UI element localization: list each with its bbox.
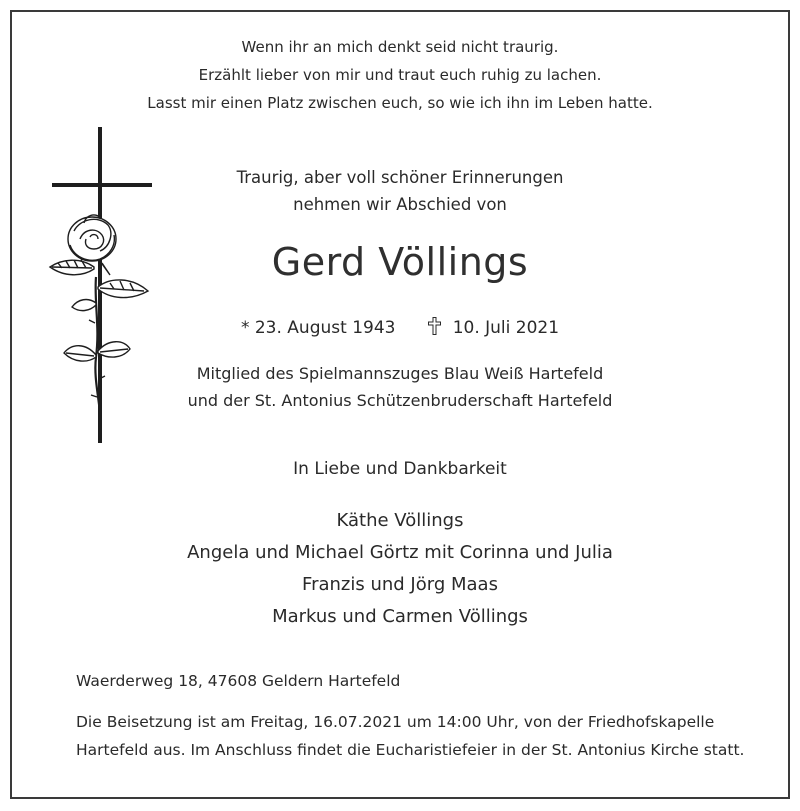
membership-line-1: Mitglied des Spielmannszuges Blau Weiß Hartefeld	[196, 364, 604, 383]
poem-line-2: Erzählt lieber von mir und traut euch ruhig zu lachen.	[198, 66, 602, 84]
funeral-line-1: Die Beisetzung ist am Freitag, 16.07.2021 um 14:00 Uhr, von der Friedhofskapelle	[76, 713, 715, 731]
membership-line-2: und der St. Antonius Schützenbruderschaft Hartefeld	[187, 391, 613, 410]
intro-line-1: Traurig, aber voll schöner Erinnerungen	[236, 168, 564, 187]
deceased-name: Gerd Völlings	[271, 240, 529, 284]
family-member: Markus und Carmen Völlings	[272, 606, 528, 627]
death-cross-icon	[428, 317, 441, 335]
address: Waerderweg 18, 47608 Geldern Hartefeld	[76, 672, 401, 690]
poem-line-1: Wenn ihr an mich denkt seid nicht traurig.	[241, 38, 559, 56]
thanks-line: In Liebe und Dankbarkeit	[293, 459, 507, 479]
family-member: Franzis und Jörg Maas	[302, 574, 498, 595]
intro-line-2: nehmen wir Abschied von	[293, 195, 507, 214]
birth-date: * 23. August 1943	[240, 318, 396, 338]
life-dates	[0, 317, 800, 338]
funeral-line-2: Hartefeld aus. Im Anschluss findet die Eucharistiefeier in der St. Antonius Kirche statt.	[76, 741, 745, 759]
death-date: 10. Juli 2021	[452, 318, 560, 338]
poem-line-3: Lasst mir einen Platz zwischen euch, so wie ich ihn im Leben hatte.	[147, 94, 653, 112]
family-member: Angela und Michael Görtz mit Corinna und Julia	[187, 542, 613, 563]
family-member: Käthe Völlings	[336, 510, 464, 531]
